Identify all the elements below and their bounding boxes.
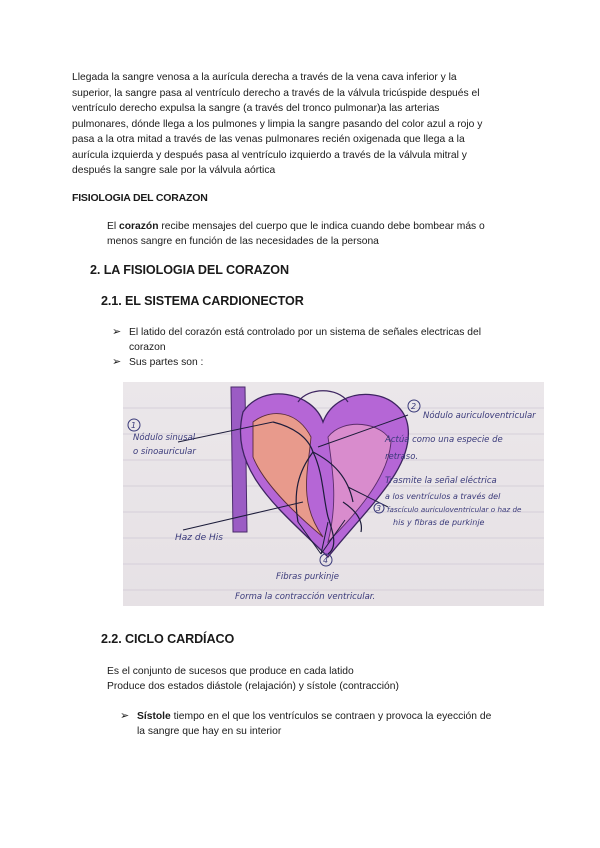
section-heading-2-1: 2.1. EL SISTEMA CARDIONECTOR	[101, 294, 304, 308]
intro-line-7: después la sangre sale por la válvula aórtica	[72, 165, 276, 176]
intro-line-2: superior, la sangre pasa al ventrículo derecho a través de la válvula tricúspide después el	[72, 88, 480, 99]
sistole-rest: tiempo en el que los ventrículos se contraen y provoca la eyección de	[170, 711, 492, 722]
intro-line-4: pulmonares, dónde llega a los pulmones y limpia la sangre pasando del color azul a rojo y	[72, 119, 483, 130]
section1-text-line-1	[107, 219, 485, 235]
intro-line-1: Llegada la sangre venosa a la aurícula derecha a través de la vena cava inferior y la	[72, 72, 457, 83]
bullet-1-line-1: El latido del corazón está controlado por un sistema de señales electricas del	[129, 327, 482, 338]
label-trasmite-2: a los ventrículos a través del	[385, 492, 501, 501]
section-heading-2-2: 2.2. CICLO CARDÍACO	[101, 632, 235, 646]
label-trasmite-4: his y fibras de purkinje	[393, 518, 485, 527]
label-actua-1: Actúa como una especie de	[385, 435, 503, 445]
ciclo-line-1: Es el conjunto de sucesos que produce en cada latido	[107, 666, 354, 677]
bullet-1-line-2: corazon	[129, 342, 166, 353]
label-nodo-sinusal-1: Nódulo sinusal	[133, 433, 196, 443]
label-nodo-av: Nódulo auriculoventricular	[423, 411, 536, 421]
sistole-line-1	[137, 709, 491, 725]
label-nodo-sinusal-2: o sinoauricular	[133, 447, 196, 457]
section-heading-2: 2. LA FISIOLOGIA DEL CORAZON	[90, 263, 289, 277]
section1-bold-word: corazón	[119, 221, 159, 232]
label-number-1: 1	[131, 421, 137, 430]
label-actua-2: retraso.	[385, 452, 419, 462]
label-trasmite-1: Trasmite la señal eléctrica	[385, 476, 497, 486]
label-number-3: 3	[376, 504, 382, 513]
heart-drawing	[123, 382, 544, 606]
sistole-line-2: la sangre que hay en su interior	[137, 726, 282, 737]
intro-line-3: ventrículo derecho expulsa la sangre (a través del tronco pulmonar)a las arterias	[72, 103, 440, 114]
section1-text-line-2: menos sangre en función de las necesidades de la persona	[107, 236, 379, 247]
label-number-2: 2	[411, 402, 417, 411]
label-fibras-2: Forma la contracción ventricular.	[235, 592, 376, 602]
section-heading-fisiologia: FISIOLOGIA DEL CORAZON	[72, 192, 208, 204]
heart-diagram-photo	[123, 382, 544, 606]
bullet-arrow-icon: ➢	[120, 710, 130, 722]
sistole-bold-word: Sístole	[137, 711, 171, 722]
bullet-arrow-icon: ➢	[112, 356, 122, 368]
label-fibras-1: Fibras purkinje	[276, 572, 340, 582]
ciclo-line-2: Produce dos estados diástole (relajación) y sístole (contracción)	[107, 681, 399, 692]
section1-rest: recibe mensajes del cuerpo que le indica cuando debe bombear más o	[158, 221, 485, 232]
section1-prefix: El	[107, 221, 120, 232]
bullet-arrow-icon: ➢	[112, 326, 122, 338]
label-number-4: 4	[323, 556, 329, 565]
label-trasmite-3: fascículo auriculoventricular o haz de	[387, 505, 522, 514]
bullet-2-line-1: Sus partes son :	[129, 357, 204, 368]
label-haz-his: Haz de His	[175, 533, 223, 543]
intro-line-5: pasa a la otra mitad a través de las venas pulmonares recién oxigenada que llega a la	[72, 134, 465, 145]
intro-line-6: aurícula izquierda y después pasa al ventrículo izquierdo a través de la válvula mitral y	[72, 150, 467, 161]
